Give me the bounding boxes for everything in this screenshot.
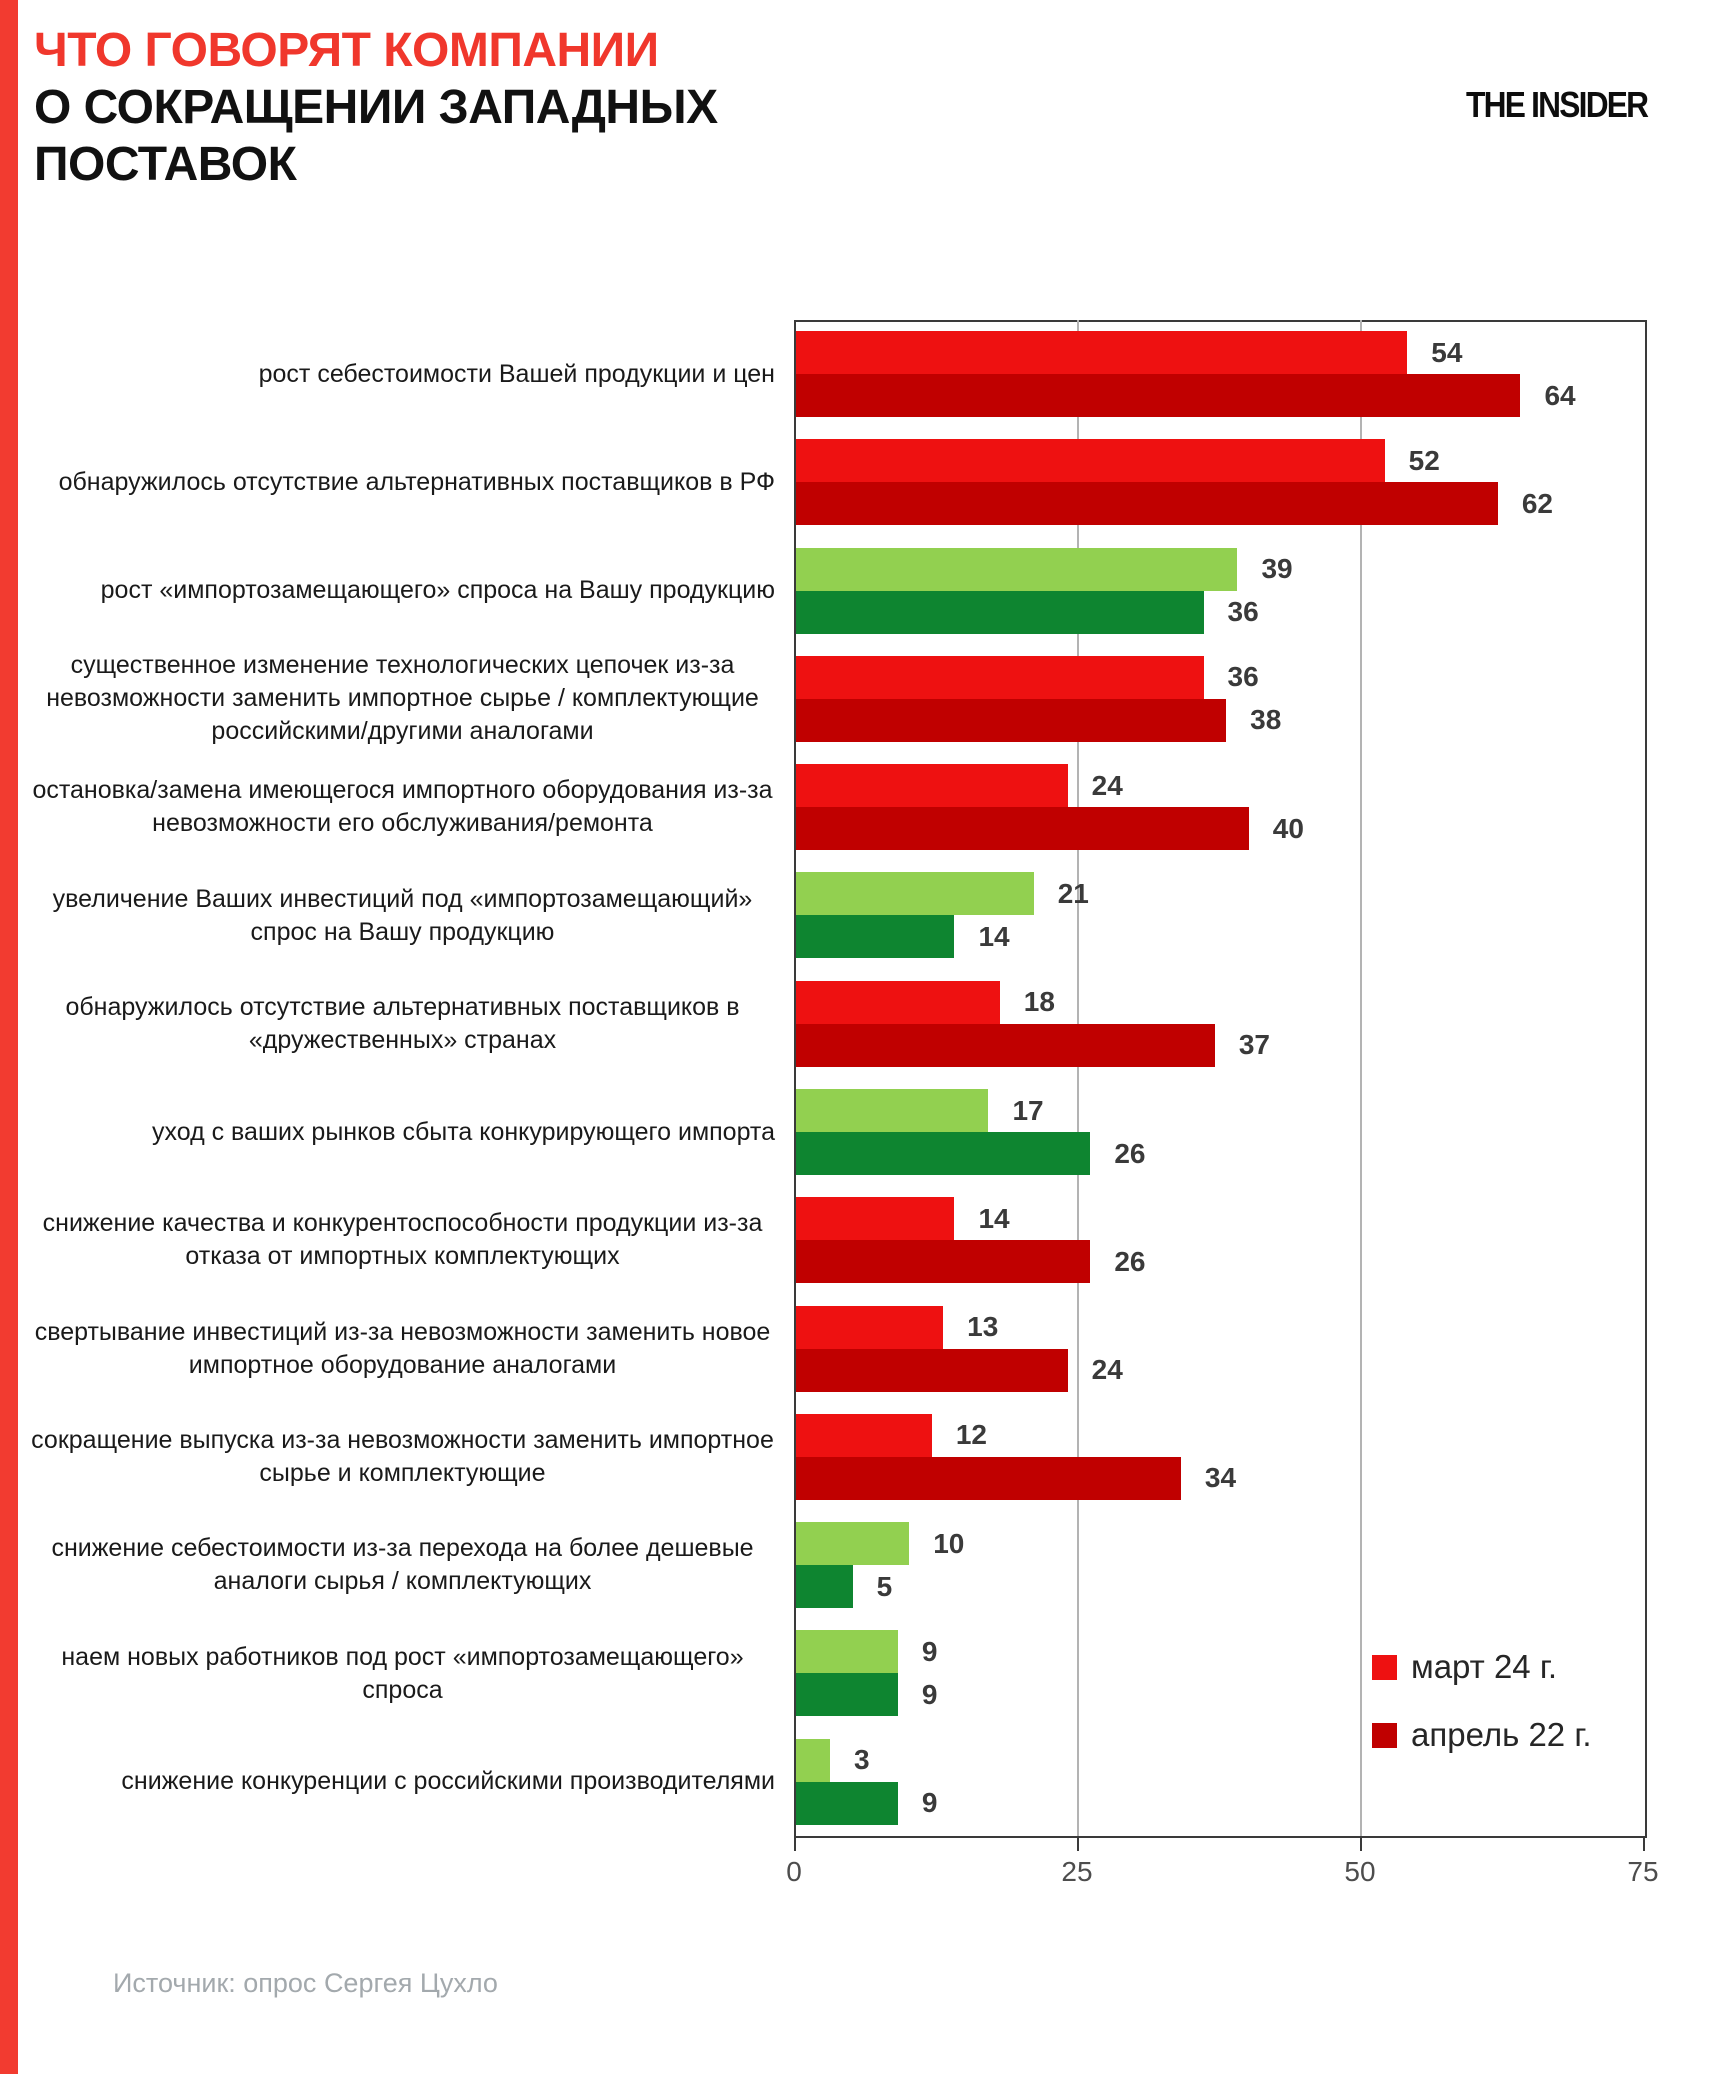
bar-march-24	[796, 981, 1000, 1024]
category-label-text: обнаружилось отсутствие альтернативных поставщиков в «дружественных» странах	[65, 992, 740, 1054]
title-line-accent: ЧТО ГОВОРЯТ КОМПАНИИ	[34, 24, 659, 77]
bar-march-24	[796, 548, 1237, 591]
legend-item-march-24	[1372, 1648, 1592, 1686]
bar-value-label: 52	[1408, 444, 1440, 476]
bar-march-24	[796, 872, 1034, 915]
bar-march-24	[796, 656, 1204, 699]
category-label-text: сокращение выпуска из-за невозможности заменить импортное сырье и комплектующие	[31, 1425, 774, 1487]
bar-value-label: 14	[978, 1202, 1010, 1234]
x-axis-tick	[794, 1838, 796, 1851]
bar-value-label: 26	[1114, 1137, 1146, 1169]
bar-april-22	[796, 1457, 1181, 1500]
bar-value-label: 12	[955, 1419, 987, 1451]
category-label	[30, 861, 775, 969]
bar-value-label: 26	[1114, 1245, 1146, 1277]
bar-march-24	[796, 1306, 943, 1349]
bar-value-label: 39	[1261, 553, 1293, 585]
title-line-3: ПОСТАВОК	[34, 138, 297, 191]
bar-april-22	[796, 1782, 898, 1825]
legend-label: апрель 22 г.	[1411, 1716, 1592, 1753]
category-label-text: остановка/замена имеющегося импортного оборудования из-за невозможности его обслуживания/ремонта	[32, 776, 773, 838]
category-label	[30, 1078, 775, 1186]
bar-value-label: 24	[1091, 769, 1123, 801]
bar-value-label: 34	[1204, 1462, 1237, 1494]
legend	[1372, 1648, 1592, 1754]
bar-value-label: 14	[978, 920, 1010, 952]
category-label-text: снижение себестоимости из-за перехода на более дешевые аналоги сырья / комплектующих	[51, 1534, 754, 1596]
bar-value-label: 36	[1227, 596, 1259, 628]
gridline	[1360, 320, 1362, 1836]
category-label	[30, 428, 775, 536]
bar-value-label: 18	[1023, 986, 1055, 1018]
bar-value-label: 40	[1272, 812, 1304, 844]
bar-april-22	[796, 915, 954, 958]
bar-april-22	[796, 374, 1520, 417]
bar-value-label: 10	[933, 1527, 965, 1559]
bar-april-22	[796, 1349, 1068, 1392]
category-label-text: обнаружилось отсутствие альтернативных поставщиков в РФ	[58, 467, 775, 496]
bar-march-24	[796, 1522, 909, 1565]
source-note: Источник: опрос Сергея Цухло	[113, 1968, 498, 1998]
category-label-text: рост «импортозамещающего» спроса на Вашу продукцию	[100, 576, 775, 605]
category-label	[30, 537, 775, 645]
category-label	[30, 320, 775, 428]
category-label-text: уход с ваших рынков сбыта конкурирующего импорта	[152, 1117, 775, 1146]
legend-swatch-march-24	[1372, 1655, 1397, 1680]
bar-value-label: 64	[1544, 379, 1576, 411]
x-axis-tick	[1643, 1838, 1645, 1851]
category-label-text: существенное изменение технологических цепочек из-за невозможности заменить импортное сырье / комплектующие российскими/другими аналогами	[46, 651, 759, 746]
bar-value-label: 9	[921, 1635, 938, 1667]
category-label-text: снижение качества и конкурентоспособности продукции из-за отказа от импортных комплектующих	[42, 1209, 763, 1271]
legend-swatch-april-22	[1372, 1723, 1397, 1748]
bar-april-22	[796, 807, 1249, 850]
bar-april-22	[796, 699, 1226, 742]
bar-march-24	[796, 764, 1068, 807]
category-label-text: наем новых работников под рост «импортозамещающего» спроса	[61, 1642, 744, 1704]
category-label	[30, 970, 775, 1078]
bar-march-24	[796, 1414, 932, 1457]
category-label	[30, 1728, 775, 1836]
bar-value-label: 24	[1091, 1354, 1123, 1386]
bar-april-22	[796, 1240, 1090, 1283]
bar-value-label: 37	[1238, 1029, 1270, 1061]
category-label-text: свертывание инвестиций из-за невозможности заменить новое импортное оборудование аналогами	[34, 1317, 771, 1379]
left-accent-bar	[0, 0, 18, 2074]
category-label	[30, 1403, 775, 1511]
bar-april-22	[796, 1132, 1090, 1175]
category-label	[30, 1295, 775, 1403]
x-axis-tick-label: 75	[1627, 1856, 1659, 1887]
category-label	[30, 645, 775, 753]
category-label-text: рост себестоимости Вашей продукции и цен	[258, 359, 775, 388]
bar-april-22	[796, 591, 1204, 634]
category-label	[30, 1511, 775, 1619]
bar-march-24	[796, 1089, 988, 1132]
bar-value-label: 5	[876, 1570, 893, 1602]
title-line-2: О СОКРАЩЕНИИ ЗАПАДНЫХ	[34, 81, 718, 134]
page-title	[34, 22, 718, 193]
bar-april-22	[796, 1024, 1215, 1067]
bar-march-24	[796, 331, 1407, 374]
bar-value-label: 9	[921, 1787, 938, 1819]
bar-value-label: 21	[1057, 877, 1089, 909]
category-label	[30, 1186, 775, 1294]
bar-value-label: 3	[853, 1744, 870, 1776]
category-label	[30, 1619, 775, 1727]
bar-value-label: 54	[1431, 336, 1463, 368]
bar-march-24	[796, 439, 1385, 482]
bar-march-24	[796, 1739, 830, 1782]
x-axis-tick	[1077, 1838, 1079, 1851]
category-label-text: увеличение Ваших инвестиций под «импортозамещающий» спрос на Вашу продукцию	[52, 884, 753, 946]
bar-april-22	[796, 1565, 853, 1608]
bar-march-24	[796, 1197, 954, 1240]
x-axis-tick-label: 0	[786, 1856, 802, 1887]
x-axis-tick	[1360, 1838, 1362, 1851]
bar-value-label: 36	[1227, 661, 1259, 693]
bar-march-24	[796, 1630, 898, 1673]
x-axis-tick-label: 25	[1061, 1856, 1093, 1887]
category-label-text: снижение конкуренции с российскими производителями	[121, 1767, 775, 1796]
the-insider-logo: THE INSIDER	[1466, 84, 1648, 125]
bar-april-22	[796, 482, 1498, 525]
bar-value-label: 38	[1250, 704, 1282, 736]
bar-value-label: 9	[921, 1678, 938, 1710]
bar-value-label: 17	[1012, 1094, 1044, 1126]
x-axis-tick-label: 50	[1344, 1856, 1376, 1887]
legend-item-april-22	[1372, 1716, 1592, 1754]
bar-april-22	[796, 1673, 898, 1716]
category-label	[30, 753, 775, 861]
bar-value-label: 62	[1521, 487, 1553, 519]
legend-label: март 24 г.	[1411, 1648, 1558, 1685]
bar-value-label: 13	[967, 1311, 999, 1343]
